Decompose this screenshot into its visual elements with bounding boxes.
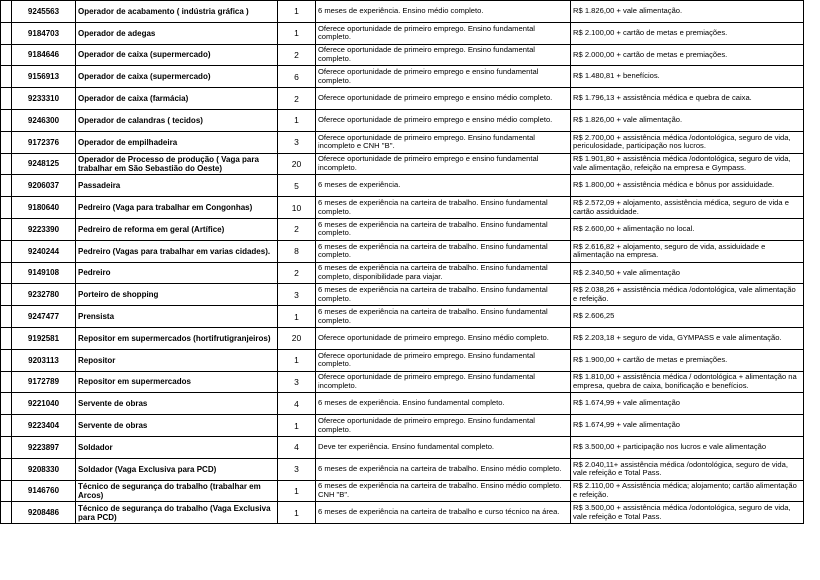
job-quantity: 1 — [278, 415, 316, 437]
row-lead-cell — [1, 480, 12, 502]
job-row — [1, 109, 804, 131]
job-requirements: Oferece oportunidade de primeiro emprego. Ensino fundamental completo. — [316, 415, 571, 437]
job-salary: R$ 3.500,00 + participação nos lucros e vale alimentação — [571, 436, 804, 458]
job-quantity: 2 — [278, 44, 316, 66]
job-requirements: Oferece oportunidade de primeiro emprego e ensino médio completo. — [316, 88, 571, 110]
job-code: 9223897 — [12, 436, 76, 458]
job-quantity: 1 — [278, 1, 316, 23]
row-lead-cell — [1, 240, 12, 262]
job-salary: R$ 1.901,80 + assistência médica /odontológica, seguro de vida, vale alimentação, refeição na empresa e Gympass. — [571, 153, 804, 175]
row-lead-cell — [1, 218, 12, 240]
job-quantity: 4 — [278, 393, 316, 415]
job-requirements: 6 meses de experiência na carteira de trabalho e curso técnico na área. — [316, 502, 571, 524]
job-code: 9247477 — [12, 306, 76, 328]
job-salary: R$ 2.100,00 + cartão de metas e premiações. — [571, 22, 804, 44]
job-requirements: Oferece oportunidade de primeiro emprego e ensino fundamental completo. — [316, 66, 571, 88]
job-code: 9221040 — [12, 393, 76, 415]
job-salary: R$ 2.606,25 — [571, 306, 804, 328]
job-row — [1, 284, 804, 306]
row-lead-cell — [1, 371, 12, 393]
job-quantity: 2 — [278, 218, 316, 240]
job-quantity: 3 — [278, 371, 316, 393]
job-code: 9232780 — [12, 284, 76, 306]
job-salary: R$ 1.800,00 + assistência médica e bônus por assiduidade. — [571, 175, 804, 197]
job-title: Operador de caixa (supermercado) — [76, 66, 278, 88]
row-lead-cell — [1, 327, 12, 349]
job-code: 9248125 — [12, 153, 76, 175]
job-title: Pedreiro — [76, 262, 278, 284]
job-salary: R$ 1.674,99 + vale alimentação — [571, 393, 804, 415]
job-row — [1, 44, 804, 66]
row-lead-cell — [1, 109, 12, 131]
job-code: 9192581 — [12, 327, 76, 349]
row-lead-cell — [1, 197, 12, 219]
job-requirements: Oferece oportunidade de primeiro emprego. Ensino fundamental incompleto e CNH ''B''. — [316, 131, 571, 153]
job-code: 9240244 — [12, 240, 76, 262]
row-lead-cell — [1, 458, 12, 480]
job-salary: R$ 2.110,00 + Assistência médica; alojamento; cartão alimentação e refeição. — [571, 480, 804, 502]
job-row — [1, 393, 804, 415]
job-row — [1, 218, 804, 240]
job-row — [1, 502, 804, 524]
job-salary: R$ 1.826,00 + vale alimentação. — [571, 109, 804, 131]
job-title: Soldador — [76, 436, 278, 458]
job-title: Pedreiro (Vaga para trabalhar em Congonhas) — [76, 197, 278, 219]
job-code: 9172789 — [12, 371, 76, 393]
job-requirements: Oferece oportunidade de primeiro emprego e ensino fundamental incompleto. — [316, 153, 571, 175]
job-title: Pedreiro (Vagas para trabalhar em varias cidades). — [76, 240, 278, 262]
job-row — [1, 415, 804, 437]
job-salary: R$ 1.796,13 + assistência médica e quebra de caixa. — [571, 88, 804, 110]
job-quantity: 2 — [278, 262, 316, 284]
row-lead-cell — [1, 436, 12, 458]
job-title: Operador de caixa (supermercado) — [76, 44, 278, 66]
row-lead-cell — [1, 284, 12, 306]
row-lead-cell — [1, 393, 12, 415]
job-row — [1, 66, 804, 88]
job-code: 9203113 — [12, 349, 76, 371]
job-row — [1, 197, 804, 219]
job-requirements: 6 meses de experiência. Ensino fundamental completo. — [316, 393, 571, 415]
job-requirements: 6 meses de experiência. — [316, 175, 571, 197]
job-salary: R$ 2.572,09 + alojamento, assistência médica, seguro de vida e cartão assiduidade. — [571, 197, 804, 219]
job-title: Prensista — [76, 306, 278, 328]
job-requirements: 6 meses de experiência na carteira de trabalho. Ensino fundamental completo. — [316, 284, 571, 306]
job-title: Porteiro de shopping — [76, 284, 278, 306]
job-salary: R$ 1.900,00 + cartão de metas e premiações. — [571, 349, 804, 371]
job-salary: R$ 2.700,00 + assistência médica /odontológica, seguro de vida, periculosidade, participação nos lucros. — [571, 131, 804, 153]
job-quantity: 8 — [278, 240, 316, 262]
row-lead-cell — [1, 88, 12, 110]
job-quantity: 20 — [278, 153, 316, 175]
job-requirements: 6 meses de experiência na carteira de trabalho. Ensino fundamental completo, disponibilidade para viajar. — [316, 262, 571, 284]
job-salary: R$ 2.203,18 + seguro de vida, GYMPASS e vale alimentação. — [571, 327, 804, 349]
job-quantity: 1 — [278, 22, 316, 44]
job-title: Operador de calandras ( tecidos) — [76, 109, 278, 131]
job-title: Repositor em supermercados — [76, 371, 278, 393]
job-salary: R$ 1.674,99 + vale alimentação — [571, 415, 804, 437]
job-code: 9223390 — [12, 218, 76, 240]
job-requirements: Oferece oportunidade de primeiro emprego. Ensino fundamental completo. — [316, 22, 571, 44]
row-lead-cell — [1, 306, 12, 328]
job-code: 9184703 — [12, 22, 76, 44]
row-lead-cell — [1, 349, 12, 371]
job-salary: R$ 1.480,81 + benefícios. — [571, 66, 804, 88]
job-code: 9208330 — [12, 458, 76, 480]
job-code: 9233310 — [12, 88, 76, 110]
job-row — [1, 327, 804, 349]
job-row — [1, 371, 804, 393]
job-row — [1, 1, 804, 23]
job-row — [1, 153, 804, 175]
job-quantity: 3 — [278, 458, 316, 480]
job-code: 9180640 — [12, 197, 76, 219]
job-row — [1, 88, 804, 110]
job-code: 9206037 — [12, 175, 76, 197]
job-row — [1, 175, 804, 197]
job-code: 9146760 — [12, 480, 76, 502]
job-salary: R$ 2.038,26 + assistência médica /odontológica, vale alimentação e refeição. — [571, 284, 804, 306]
row-lead-cell — [1, 175, 12, 197]
job-quantity: 2 — [278, 88, 316, 110]
job-quantity: 20 — [278, 327, 316, 349]
job-code: 9223404 — [12, 415, 76, 437]
job-row — [1, 240, 804, 262]
job-quantity: 4 — [278, 436, 316, 458]
row-lead-cell — [1, 44, 12, 66]
job-salary: R$ 1.810,00 + assistência médica / odontológica + alimentação na empresa, quebra de caixa, bonificação e benefícios. — [571, 371, 804, 393]
job-quantity: 3 — [278, 284, 316, 306]
job-code: 9208486 — [12, 502, 76, 524]
job-title: Soldador (Vaga Exclusiva para PCD) — [76, 458, 278, 480]
job-title: Repositor — [76, 349, 278, 371]
job-title: Servente de obras — [76, 393, 278, 415]
job-salary: R$ 3.500,00 + assistência médica /odontológica, seguro de vida, vale refeição e Total Pass. — [571, 502, 804, 524]
job-title: Operador de adegas — [76, 22, 278, 44]
job-requirements: 6 meses de experiência na carteira de trabalho. Ensino médio completo. CNH "B". — [316, 480, 571, 502]
job-title: Passadeira — [76, 175, 278, 197]
row-lead-cell — [1, 153, 12, 175]
job-quantity: 1 — [278, 502, 316, 524]
job-quantity: 10 — [278, 197, 316, 219]
job-row — [1, 262, 804, 284]
job-requirements: Deve ter experiência. Ensino fundamental completo. — [316, 436, 571, 458]
job-quantity: 3 — [278, 131, 316, 153]
job-requirements: Oferece oportunidade de primeiro emprego. Ensino fundamental completo. — [316, 44, 571, 66]
job-requirements: 6 meses de experiência na carteira de trabalho. Ensino fundamental completo. — [316, 218, 571, 240]
row-lead-cell — [1, 22, 12, 44]
job-row — [1, 349, 804, 371]
job-requirements: 6 meses de experiência na carteira de trabalho. Ensino médio completo. — [316, 458, 571, 480]
job-code: 9246300 — [12, 109, 76, 131]
job-code: 9172376 — [12, 131, 76, 153]
job-requirements: Oferece oportunidade de primeiro emprego e ensino médio completo. — [316, 109, 571, 131]
job-salary: R$ 2.616,82 + alojamento, seguro de vida, assiduidade e alimentação na empresa. — [571, 240, 804, 262]
job-code: 9149108 — [12, 262, 76, 284]
job-row — [1, 22, 804, 44]
job-code: 9245563 — [12, 1, 76, 23]
job-salary: R$ 2.340,50 + vale alimentação — [571, 262, 804, 284]
job-quantity: 1 — [278, 306, 316, 328]
job-quantity: 6 — [278, 66, 316, 88]
row-lead-cell — [1, 415, 12, 437]
job-salary: R$ 2.000,00 + cartão de metas e premiações. — [571, 44, 804, 66]
job-title: Operador de acabamento ( indústria gráfica ) — [76, 1, 278, 23]
job-title: Repositor em supermercados (hortifrutigranjeiros) — [76, 327, 278, 349]
job-salary: R$ 2.040,11+ assistência médica /odontológica, seguro de vida, vale refeição e Total Pass. — [571, 458, 804, 480]
job-salary: R$ 1.826,00 + vale alimentação. — [571, 1, 804, 23]
job-salary: R$ 2.600,00 + alimentação no local. — [571, 218, 804, 240]
job-title: Servente de obras — [76, 415, 278, 437]
job-row — [1, 131, 804, 153]
job-rows — [1, 1, 804, 524]
job-row — [1, 480, 804, 502]
row-lead-cell — [1, 262, 12, 284]
job-title: Operador de Processo de produção ( Vaga para trabalhar em São Sebastião do Oeste) — [76, 153, 278, 175]
job-row — [1, 458, 804, 480]
job-title: Operador de caixa (farmácia) — [76, 88, 278, 110]
job-title: Técnico de segurança do trabalho (Vaga Exclusiva para PCD) — [76, 502, 278, 524]
job-title: Operador de empilhadeira — [76, 131, 278, 153]
job-code: 9184646 — [12, 44, 76, 66]
job-quantity: 5 — [278, 175, 316, 197]
row-lead-cell — [1, 502, 12, 524]
row-lead-cell — [1, 131, 12, 153]
job-quantity: 1 — [278, 349, 316, 371]
job-requirements: 6 meses de experiência na carteira de trabalho. Ensino fundamental completo. — [316, 306, 571, 328]
job-requirements: 6 meses de experiência. Ensino médio completo. — [316, 1, 571, 23]
job-requirements: Oferece oportunidade de primeiro emprego. Ensino fundamental completo. — [316, 349, 571, 371]
job-requirements: 6 meses de experiência na carteira de trabalho. Ensino fundamental completo. — [316, 240, 571, 262]
job-row — [1, 306, 804, 328]
row-lead-cell — [1, 1, 12, 23]
job-title: Técnico de segurança do trabalho (trabalhar em Arcos) — [76, 480, 278, 502]
job-quantity: 1 — [278, 109, 316, 131]
job-row — [1, 436, 804, 458]
job-requirements: Oferece oportunidade de primeiro emprego. Ensino fundamental incompleto. — [316, 371, 571, 393]
job-requirements: 6 meses de experiência na carteira de trabalho. Ensino fundamental completo. — [316, 197, 571, 219]
job-requirements: Oferece oportunidade de primeiro emprego. Ensino médio completo. — [316, 327, 571, 349]
job-title: Pedreiro de reforma em geral (Artífice) — [76, 218, 278, 240]
job-code: 9156913 — [12, 66, 76, 88]
row-lead-cell — [1, 66, 12, 88]
job-quantity: 1 — [278, 480, 316, 502]
